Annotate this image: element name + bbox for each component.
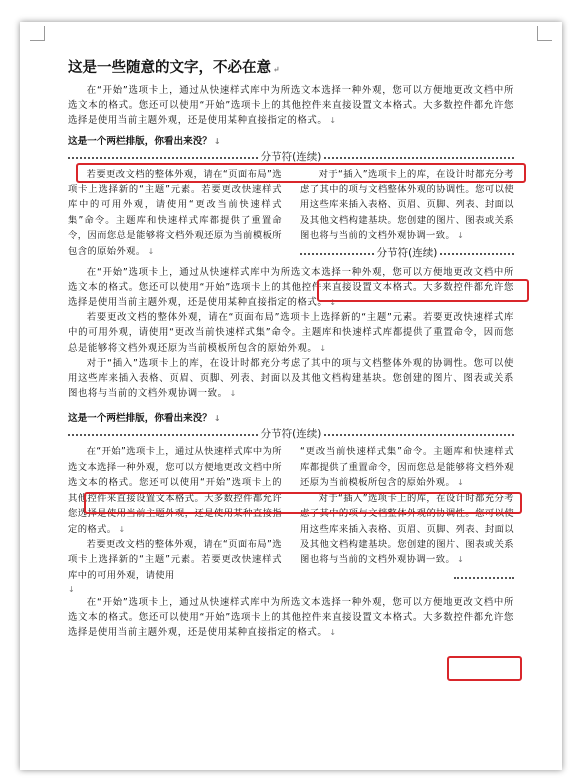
paragraph-mark: ↓ xyxy=(457,555,465,565)
paragraph-mark: ↓ xyxy=(213,414,221,424)
section-2-right-text-2: 对于“插入”选项卡上的库，在设计时都充分考虑了其中的项与文档整体外观的协调性。您可以使用这些库来插入表格、页眉、页脚、列表、封面以及其他文档构建基块。您创建的图片、图表或关系图也将与当前的文档外观协调一致。 xyxy=(300,492,514,566)
paragraph-mark: ↓ xyxy=(457,478,465,488)
document-title[interactable]: 这是一些随意的文字，不必在意 ↵ xyxy=(68,59,280,76)
paragraph-3[interactable]: 若要更改文档的整体外观，请在“页面布局”选项卡上选择新的“主题”元素。若要更改快速样式库中的可用外观，请使用“更改当前快速样式集”命令。主题库和快速样式库都提供了重置命令，因而您总是能够将文档外观还原为当前模板所包含的原始外观。 ↓ xyxy=(68,312,514,354)
section-1-right-text: 对于“插入”选项卡上的库，在设计时都充分考虑了其中的项与文档整体外观的协调性。您可以使用这些库来插入表格、页眉、页脚、列表、封面以及其他文档构建基块。您创建的图片、图表或关系图也将与当前的文档外观协调一致。 xyxy=(300,168,514,242)
paragraph-mark: ↓ xyxy=(329,298,337,308)
paragraph-1[interactable]: 在“开始”选项卡上，通过从快速样式库中为所选文本选择一种外观，您可以方便地更改文档中所选文本的格式。您还可以使用“开始”选项卡上的其他控件来直接设置文本格式。大多数控件都允许您选择是使用当前主题外观，还是使用某种直接指定的格式。 ↓ xyxy=(68,85,514,127)
crop-mark-top-left xyxy=(30,26,45,41)
section-break-dotted-line xyxy=(454,577,514,579)
paragraph-mark: ↓ xyxy=(329,116,337,126)
section-2-left-column[interactable] xyxy=(68,444,282,583)
section-2-right-column[interactable] xyxy=(300,444,514,583)
document-body[interactable] xyxy=(68,58,514,640)
highlight-box-section-break-4 xyxy=(447,656,522,681)
subheading-1[interactable]: 这是一个两栏排版，你看出来没？ ↓ xyxy=(68,135,221,147)
paragraph-mark: ↓ xyxy=(457,231,465,241)
paragraph-mark: ↓ xyxy=(329,628,337,638)
section-break-label: 分节符(连续) xyxy=(260,150,322,163)
section-2-left-text-1: 在“开始”选项卡上，通过从快速样式库中为所选文本选择一种外观，您可以方便地更改文档中所选文本的格式。您还可以使用“开始”选项卡上的其他控件来直接设置文本格式。大多数控件都允许您选择是使用当前主题外观，还是使用某种直接指定的格式。 xyxy=(68,446,282,535)
paragraph-mark: ↓ xyxy=(118,524,126,534)
document-page[interactable] xyxy=(20,22,562,770)
two-column-section-2 xyxy=(68,444,514,583)
section-break-label: 分节符(连续) xyxy=(376,246,438,259)
paragraph-mark: ↵ xyxy=(273,64,280,74)
section-break-label: 分节符(连续) xyxy=(260,428,322,441)
section-2-right-text-1: “更改当前快速样式集”命令。主题库和快速样式库都提供了重置命令，因而您总是能够将文档外观还原为当前模板所包含的原始外观。 xyxy=(300,446,514,489)
highlight-box-section-break-1 xyxy=(76,163,526,183)
section-break-3[interactable] xyxy=(68,428,514,442)
paragraph-mark: ↓ xyxy=(229,389,237,399)
subheading-2[interactable]: 这是一个两栏排版，你看出来没？ ↓ xyxy=(68,413,221,425)
section-1-left-text: 若要更改文档的整体外观，请在“页面布局”选项卡上选择新的“主题”元素。若要更改快速样式库中的可用外观，请使用“更改当前快速样式集”命令。主题库和快速样式库都提供了重置命令，因而您总是能够将文档外观还原为当前模板所包含的原始外观。 xyxy=(68,168,282,257)
highlight-box-section-break-2 xyxy=(317,279,529,302)
paragraph-5[interactable]: 在“开始”选项卡上，通过从快速样式库中为所选文本选择一种外观，您可以方便地更改文档中所选文本的格式。您还可以使用“开始”选项卡上的其他控件来直接设置文本格式。大多数控件都允许您选择是使用当前主题外观，还是使用某种直接指定的格式。 ↓ xyxy=(68,596,514,639)
section-2-left-text-2: 若要更改文档的整体外观，请在“页面布局”选项卡上选择新的“主题”元素。若要更改快速样式库中的可用外观，请使用 xyxy=(68,538,282,581)
empty-paragraph: ↓ xyxy=(68,584,75,594)
section-break-4-unlabeled[interactable] xyxy=(454,572,514,584)
crop-mark-top-right xyxy=(537,26,552,41)
paragraph-4[interactable]: 对于“插入”选项卡上的库，在设计时都充分考虑了其中的项与文档整体外观的协调性。您可以使用这些库来插入表格、页眉、页脚、列表、封面以及其他文档构建基块。您创建的图片、图表或关系图也将与当前的文档外观协调一致。 ↓ xyxy=(68,357,514,400)
paragraph-2[interactable]: 在“开始”选项卡上，通过从快速样式库中为所选文本选择一种外观，您可以方便地更改文档中所选文本的格式。您还可以使用“开始”选项卡上的其他控件来直接设置文本格式。大多数控件都允许您选择是使用当前主题外观，还是使用某种直接指定的格式。 ↓ xyxy=(68,266,514,309)
paragraph-mark: ↓ xyxy=(319,343,327,353)
paragraph-mark: ↓ xyxy=(213,136,221,146)
highlight-box-section-break-3 xyxy=(84,492,522,514)
paragraph-mark: ↓ xyxy=(147,246,155,256)
section-break-2[interactable] xyxy=(300,247,514,261)
